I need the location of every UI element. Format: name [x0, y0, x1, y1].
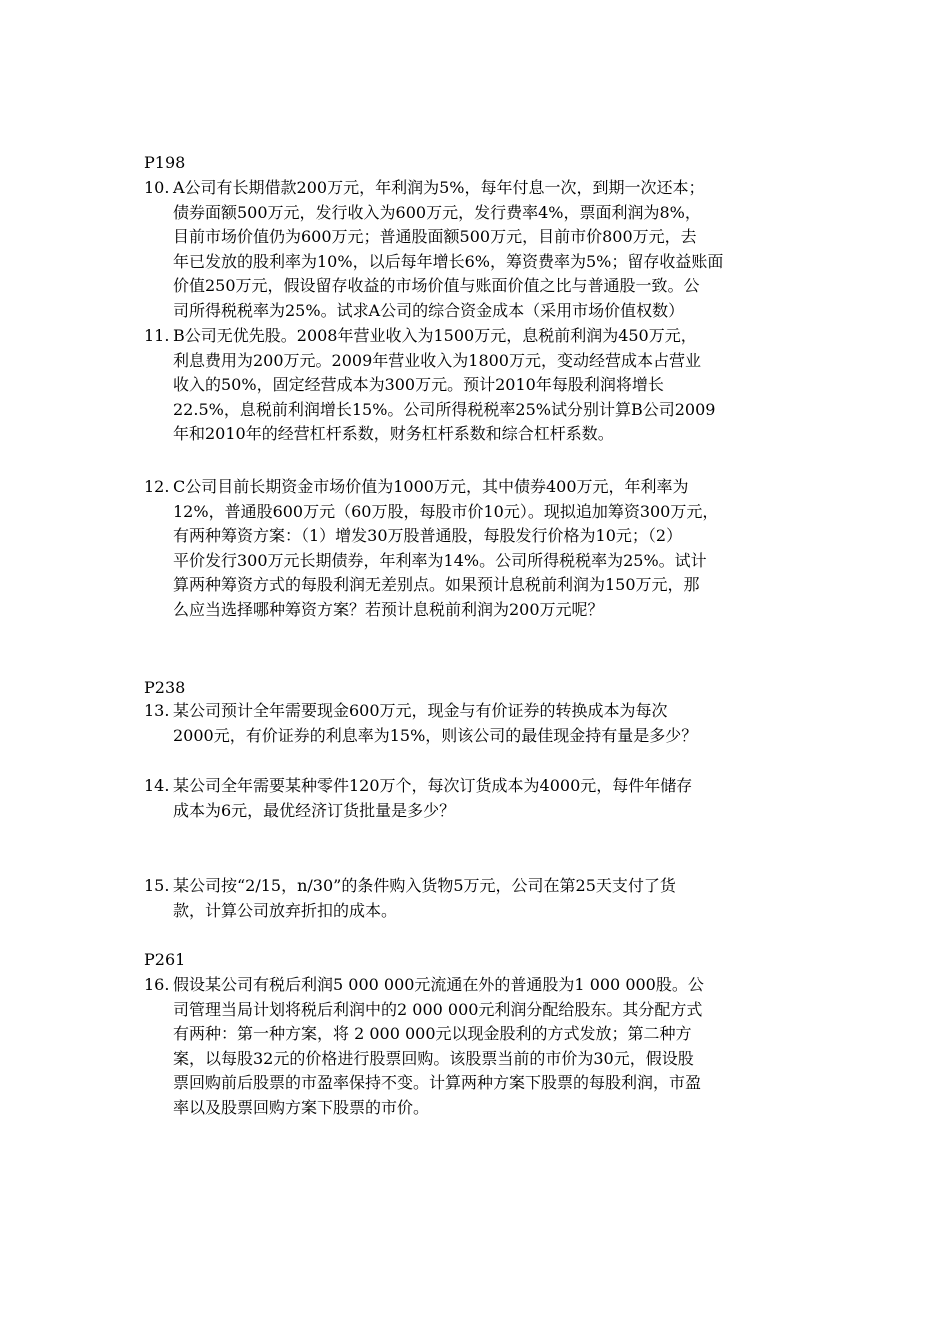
problem-number: 14. — [144, 776, 170, 795]
problem-line: 某公司按“2/15，n/30”的条件购入货物5万元，公司在第25天支付了货 — [173, 876, 676, 895]
problem-line: 12%，普通股600万元（60万股，每股市价10元）。现拟追加筹资300万元， — [173, 501, 719, 521]
problem-10 — [144, 176, 824, 324]
problem-number: 16. — [144, 975, 170, 994]
problem-11 — [144, 324, 824, 447]
problem-line: 款，计算公司放弃折扣的成本。 — [173, 900, 398, 920]
problem-14 — [144, 774, 824, 823]
problem-line: 某公司预计全年需要现金600万元，现金与有价证券的转换成本为每次 — [173, 701, 668, 720]
section-label-p198: P198 — [144, 153, 186, 172]
problem-13 — [144, 699, 824, 748]
problem-16 — [144, 973, 824, 1121]
problem-number: 12. — [144, 477, 170, 496]
problem-line: 债券面额500万元，发行收入为600万元，发行费率4%，票面利润为8%， — [173, 202, 701, 222]
problem-line: 平价发行300万元长期债券，年利率为14%。公司所得税税率为25%。试计 — [173, 550, 707, 570]
problem-line: 利息费用为200万元。2009年营业收入为1800万元，变动经营成本占营业 — [173, 350, 701, 370]
problem-line: 司管理当局计划将税后利润中的2 000 000元利润分配给股东。其分配方式 — [173, 999, 703, 1019]
problem-line: 22.5%，息税前利润增长15%。公司所得税税率25%试分别计算B公司2009 — [173, 399, 716, 419]
problem-line: A公司有长期借款200万元，年利润为5%，每年付息一次，到期一次还本； — [173, 178, 705, 197]
problem-line: 算两种筹资方式的每股利润无差别点。如果预计息税前利润为150万元，那 — [173, 575, 700, 595]
problem-line: 成本为6元，最优经济订货批量是多少？ — [173, 800, 456, 820]
problem-line: 收入的50%，固定经营成本为300万元。预计2010年每股利润将增长 — [173, 375, 664, 395]
problem-line: C公司目前长期资金市场价值为1000万元，其中债券400万元，年利率为 — [173, 477, 689, 496]
problem-line: 某公司全年需要某种零件120万个，每次订货成本为4000元，每件年储存 — [173, 776, 693, 795]
problem-15 — [144, 874, 824, 923]
problem-number: 10. — [144, 178, 170, 197]
problem-line: 年已发放的股利率为10%，以后每年增长6%，筹资费率为5%；留存收益账面 — [173, 251, 724, 271]
problem-line: 案，以每股32元的价格进行股票回购。该股票当前的市价为30元，假设股 — [173, 1048, 694, 1068]
problem-line: 有两种筹资方案：（1）增发30万股普通股，每股发行价格为10元；（2） — [173, 526, 683, 546]
problem-number: 11. — [144, 326, 170, 345]
problem-line: 假设某公司有税后利润5 000 000元流通在外的普通股为1 000 000股。公 — [173, 975, 704, 994]
problem-line: 价值250万元，假设留存收益的市场价值与账面价值之比与普通股一致。公 — [173, 276, 700, 296]
problem-line: 司所得税税率为25%。试求A公司的综合资金成本（采用市场价值权数） — [173, 300, 685, 320]
problem-line: 目前市场价值仍为600万元；普通股面额500万元，目前市价800万元，去 — [173, 227, 697, 247]
problem-line: 2000元，有价证券的利息率为15%，则该公司的最佳现金持有量是多少？ — [173, 725, 698, 745]
section-label-p238: P238 — [144, 678, 186, 697]
problem-line: 票回购前后股票的市盈率保持不变。计算两种方案下股票的每股利润，市盈 — [173, 1073, 702, 1093]
problem-number: 13. — [144, 701, 170, 720]
problem-line: 率以及股票回购方案下股票的市价。 — [173, 1097, 430, 1117]
problem-line: B公司无优先股。2008年营业收入为1500万元，息税前利润为450万元， — [173, 326, 697, 345]
problem-number: 15. — [144, 876, 170, 895]
problem-12 — [144, 475, 824, 623]
problem-line: 么应当选择哪种筹资方案？若预计息税前利润为200万元呢？ — [173, 599, 604, 619]
problem-line: 有两种：第一种方案，将 2 000 000元以现金股利的方式发放；第二种方 — [173, 1024, 692, 1044]
section-label-p261: P261 — [144, 950, 186, 969]
problem-line: 年和2010年的经营杠杆系数，财务杠杆系数和综合杠杆系数。 — [173, 424, 614, 444]
